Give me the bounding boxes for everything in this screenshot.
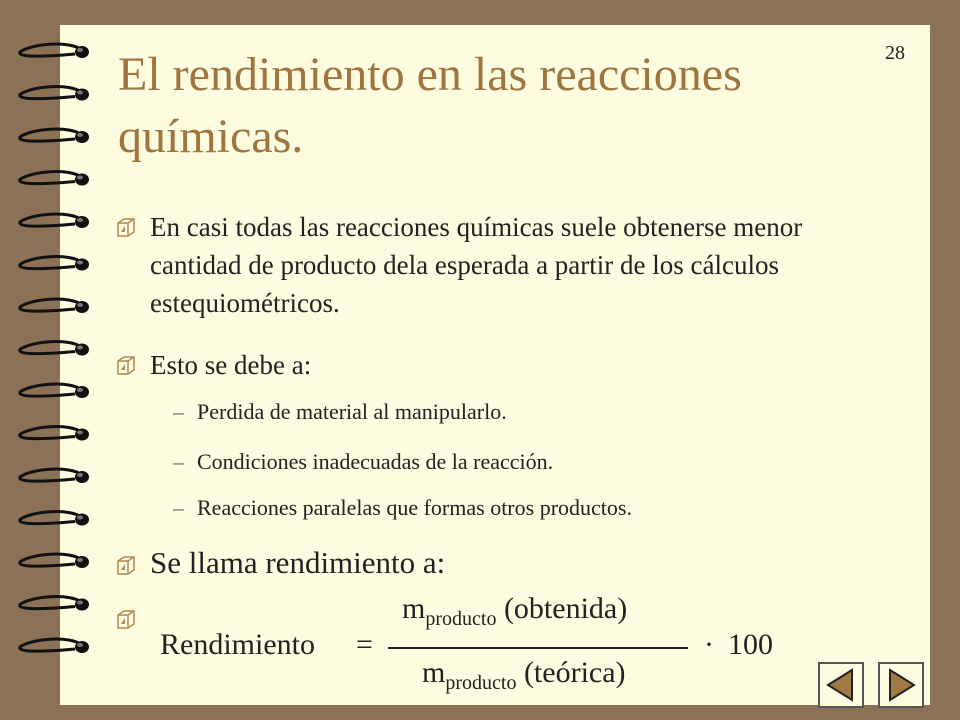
binding-hole [75,46,89,58]
binding-ring [20,129,82,141]
binding-hole [75,599,89,611]
formula-denominator: $m_{producto}$ (teórica) [422,656,626,694]
yield-formula [160,592,800,698]
binding-highlight [77,431,83,435]
binding-ring [20,44,82,56]
next-slide-icon [882,666,920,704]
box-bullet-icon [115,354,137,378]
binding-hole [75,89,89,101]
binding-ring [20,257,82,269]
binding-hole [75,344,89,356]
binding-highlight [77,473,83,477]
sub-item-text: Perdida de material al manipularlo. [197,399,507,424]
next-slide-button[interactable] [878,662,924,708]
binding-highlight [77,133,83,137]
binding-hole [75,471,89,483]
binding-ring [20,342,82,354]
binding-highlight [77,346,83,350]
binding-highlight [77,601,83,605]
binding-hole [75,259,89,271]
formula-factor: 100 [728,628,773,661]
binding-hole [75,556,89,568]
bullet-text: Esto se debe a: [150,350,312,380]
binding-ring [20,214,82,226]
binding-ring [20,554,82,566]
binding-hole [75,301,89,313]
binding-highlight [77,558,83,562]
binding-highlight [77,388,83,392]
binding-ring [20,639,82,651]
formula-label: Rendimiento [160,628,315,661]
binding-hole [75,131,89,143]
binding-ring [20,172,82,184]
sub-item: – Perdida de material al manipularlo. [173,399,507,424]
binding-highlight [77,91,83,95]
fraction-bar [388,647,688,649]
sub-item-text: Condiciones inadecuadas de la reacción. [197,449,554,474]
binding-hole [75,429,89,441]
binding-hole [75,216,89,228]
binding-highlight [77,218,83,222]
slide-number: 28 [885,42,905,64]
previous-slide-button[interactable] [818,662,864,708]
binding-highlight [77,48,83,52]
box-bullet-icon [115,216,137,240]
binding-hole [75,174,89,186]
previous-slide-icon [822,666,860,704]
formula-times: · [704,628,714,661]
binding-ring [20,512,82,524]
binding-ring [20,384,82,396]
binding-highlight [77,261,83,265]
formula-numerator: $m_{producto}$ (obtenida) [402,592,628,630]
spiral-binding [0,0,120,720]
sub-item: – Condiciones inadecuadas de la reacción. [173,449,554,474]
binding-hole [75,514,89,526]
formula-equals: = [356,628,373,661]
slide-title: El rendimiento en las reacciones químicas. [118,48,742,163]
bullet-text: Se llama rendimiento a: [150,545,446,580]
binding-ring [20,87,82,99]
binding-ring [20,427,82,439]
sub-item-text: Reacciones paralelas que formas otros productos. [197,495,632,520]
binding-highlight [77,516,83,520]
bullet-text: En casi todas las reacciones químicas suele obtenerse menor cantidad de producto dela esperada a partir de los cálculos estequiométricos. [150,212,803,318]
binding-ring [20,469,82,481]
sub-item: – Reacciones paralelas que formas otros productos. [173,495,632,520]
box-bullet-icon [115,608,137,632]
binding-ring [20,299,82,311]
binding-highlight [77,176,83,180]
binding-ring [20,597,82,609]
binding-hole [75,641,89,653]
binding-highlight [77,303,83,307]
binding-hole [75,386,89,398]
binding-highlight [77,643,83,647]
box-bullet-icon [115,554,137,578]
